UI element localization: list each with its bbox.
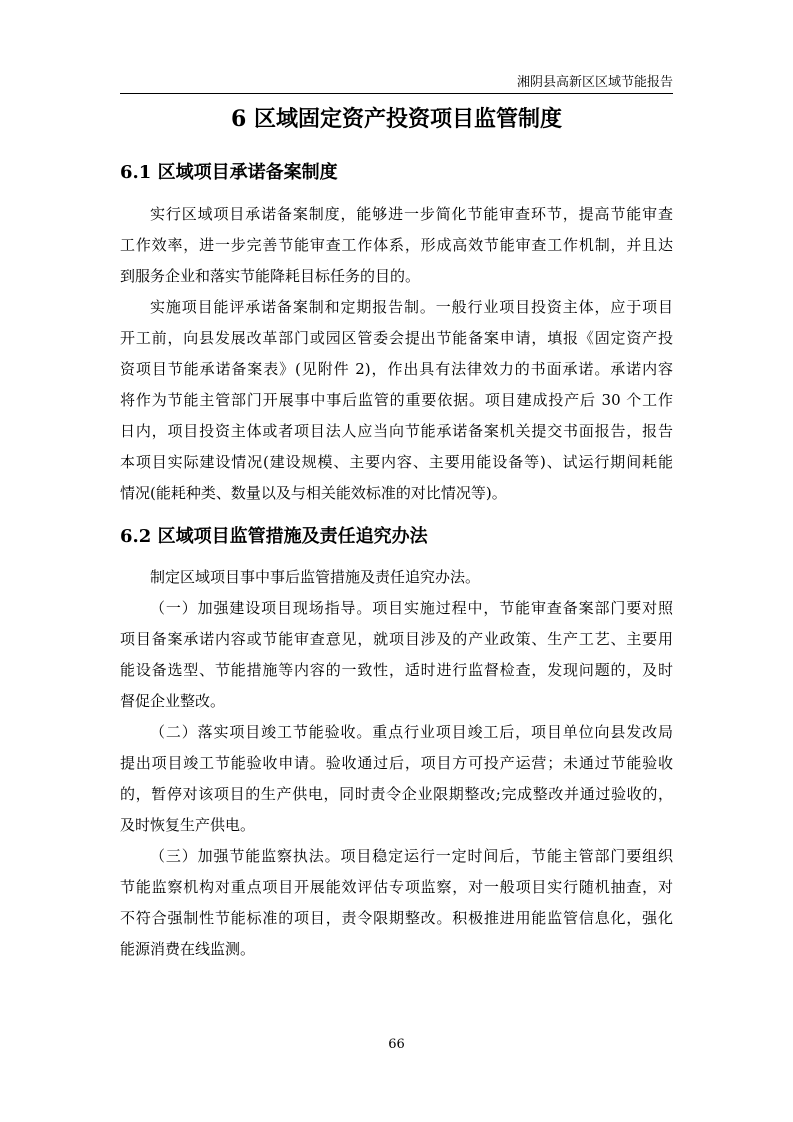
s1-line-7: 将作为节能主管部门开展事中事后监管的重要依据。项目建成投产后 30 个工作 — [120, 391, 673, 409]
s2-line-10: （三）加强节能监察执法。项目稳定运行一定时间后，节能主管部门要组织 — [150, 847, 673, 865]
s1-line-10: 情况(能耗种类、数量以及与相关能效标准的对比情况等)。 — [120, 484, 507, 502]
s2-line-7: 提出项目竣工节能验收申请。验收通过后，项目方可投产运营；未通过节能验收 — [120, 754, 673, 772]
s2-line-4: 能设备选型、节能措施等内容的一致性，适时进行监督检查，发现问题的，及时 — [120, 661, 673, 679]
s2-line-5: 督促企业整改。 — [120, 692, 226, 710]
s1-line-4: 实施项目能评承诺备案制和定期报告制。一般行业项目投资主体，应于项目 — [150, 298, 673, 316]
s2-line-8: 的，暂停对该项目的生产供电，同时责令企业限期整改;完成整改并通过验收的， — [120, 785, 673, 803]
s1-line-2: 工作效率，进一步完善节能审查工作体系，形成高效节能审查工作机制，并且达 — [120, 236, 673, 254]
s2-line-12: 不符合强制性节能标准的项目，责令限期整改。积极推进用能监管信息化，强化 — [120, 909, 673, 927]
s2-line-6: （二）落实项目竣工节能验收。重点行业项目竣工后，项目单位向县发改局 — [150, 723, 673, 741]
s1-line-1: 实行区域项目承诺备案制度，能够进一步简化节能审查环节，提高节能审查 — [150, 205, 673, 223]
section-6-1-title: 6.1 区域项目承诺备案制度 — [120, 162, 338, 183]
s2-line-13: 能源消费在线监测。 — [120, 940, 256, 958]
s1-line-6: 资项目节能承诺备案表》(见附件 2)，作出具有法律效力的书面承诺。承诺内容 — [120, 360, 673, 378]
s2-line-1: 制定区域项目事中事后监管措施及责任追究办法。 — [150, 568, 481, 586]
s2-line-2: （一）加强建设项目现场指导。项目实施过程中，节能审查备案部门要对照 — [150, 599, 673, 617]
section-6-2-title: 6.2 区域项目监管措施及责任追究办法 — [120, 526, 428, 547]
s1-line-5: 开工前，向县发展改革部门或园区管委会提出节能备案申请，填报《固定资产投 — [120, 329, 673, 347]
chapter-title: 6 区域固定资产投资项目监管制度 — [231, 106, 562, 132]
s1-line-9: 本项目实际建设情况(建设规模、主要内容、主要用能设备等)、试运行期间耗能 — [120, 453, 673, 471]
s2-line-11: 节能监察机构对重点项目开展能效评估专项监察，对一般项目实行随机抽查，对 — [120, 878, 673, 896]
s1-line-3: 到服务企业和落实节能降耗目标任务的目的。 — [120, 267, 421, 285]
s1-line-8: 日内，项目投资主体或者项目法人应当向节能承诺备案机关提交书面报告，报告 — [120, 422, 673, 440]
running-header: 湘阴县高新区区域节能报告 — [516, 75, 673, 90]
page-number: 66 — [388, 1037, 405, 1052]
s2-line-3: 项目备案承诺内容或节能审查意见，就项目涉及的产业政策、生产工艺、主要用 — [120, 630, 673, 648]
header-rule — [120, 93, 673, 94]
s2-line-9: 及时恢复生产供电。 — [120, 816, 256, 834]
